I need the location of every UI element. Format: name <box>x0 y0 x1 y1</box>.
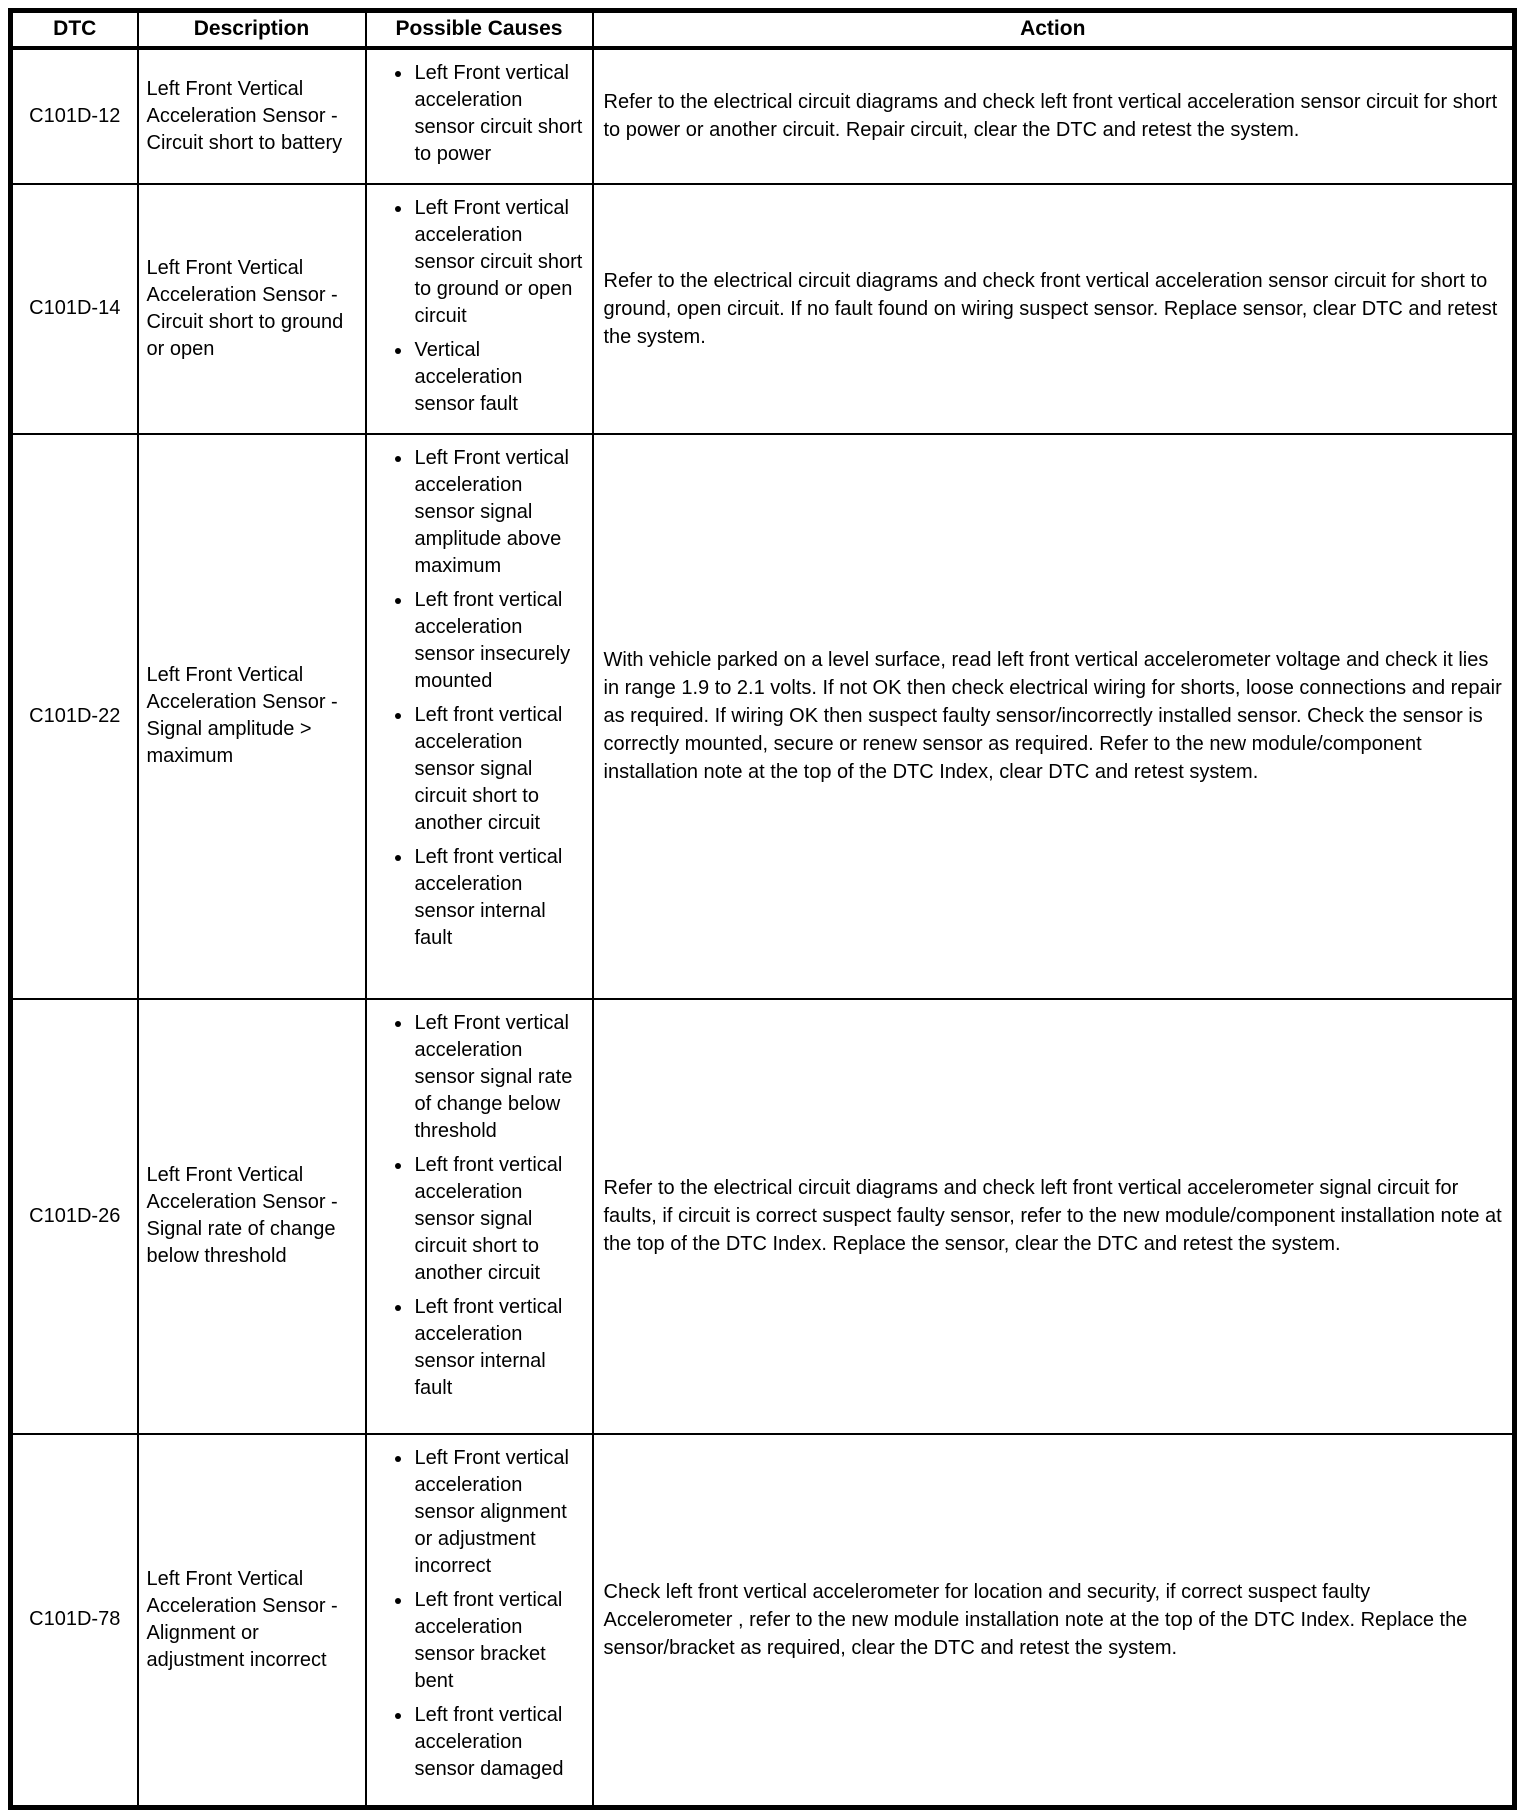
cause-item: • Left front vertical acceleration sensor internal fault <box>413 844 588 952</box>
dtc-code: C101D-12 <box>11 48 138 184</box>
cause-item: • Left front vertical acceleration sensor bracket bent <box>413 1587 588 1695</box>
action-text: Refer to the electrical circuit diagrams and check left front vertical accelerometer signal circuit for faults, if circuit is correct suspect faulty sensor, refer to the new module/component installation note at the top of the DTC Index. Replace the sensor, clear the DTC and retest the system. <box>593 999 1515 1434</box>
causes-cell <box>366 999 593 1434</box>
causes-cell <box>366 434 593 999</box>
dtc-index-table <box>8 8 1517 1810</box>
dtc-description: Left Front Vertical Acceleration Sensor - Circuit short to battery <box>138 48 366 184</box>
col-header-possible-causes: Possible Causes <box>366 11 593 48</box>
table-row <box>11 48 1515 184</box>
causes-list <box>367 195 588 418</box>
cause-item: • Left front vertical acceleration sensor signal circuit short to another circuit <box>413 1152 588 1287</box>
dtc-code: C101D-78 <box>11 1434 138 1808</box>
cause-item: • Left Front vertical acceleration sensor circuit short to ground or open circuit <box>413 195 588 330</box>
table-row <box>11 434 1515 999</box>
action-text: Refer to the electrical circuit diagrams and check front vertical acceleration sensor circuit for short to ground, open circuit. If no fault found on wiring suspect sensor. Replace sensor, clear DTC and retest the system. <box>593 184 1515 434</box>
cause-item: • Vertical acceleration sensor fault <box>413 337 588 418</box>
causes-cell <box>366 1434 593 1808</box>
cause-item: • Left front vertical acceleration sensor signal circuit short to another circuit <box>413 702 588 837</box>
dtc-description: Left Front Vertical Acceleration Sensor - Circuit short to ground or open <box>138 184 366 434</box>
dtc-code: C101D-22 <box>11 434 138 999</box>
causes-cell <box>366 48 593 184</box>
col-header-dtc: DTC <box>11 11 138 48</box>
header-row <box>11 11 1515 48</box>
cause-item: • Left front vertical acceleration sensor damaged <box>413 1702 588 1783</box>
dtc-code: C101D-14 <box>11 184 138 434</box>
causes-list <box>367 1445 588 1783</box>
cause-item: • Left Front vertical acceleration sensor signal amplitude above maximum <box>413 445 588 580</box>
dtc-description: Left Front Vertical Acceleration Sensor - Signal rate of change below threshold <box>138 999 366 1434</box>
dtc-code: C101D-26 <box>11 999 138 1434</box>
cause-item: • Left front vertical acceleration sensor internal fault <box>413 1294 588 1402</box>
causes-cell <box>366 184 593 434</box>
cause-item: • Left Front vertical acceleration sensor signal rate of change below threshold <box>413 1010 588 1145</box>
causes-list <box>367 445 588 952</box>
table-row <box>11 999 1515 1434</box>
table-row <box>11 184 1515 434</box>
cause-item: • Left Front vertical acceleration sensor alignment or adjustment incorrect <box>413 1445 588 1580</box>
table-row <box>11 1434 1515 1808</box>
causes-list <box>367 60 588 168</box>
dtc-description: Left Front Vertical Acceleration Sensor - Alignment or adjustment incorrect <box>138 1434 366 1808</box>
dtc-description: Left Front Vertical Acceleration Sensor - Signal amplitude > maximum <box>138 434 366 999</box>
cause-item: • Left Front vertical acceleration sensor circuit short to power <box>413 60 588 168</box>
causes-list <box>367 1010 588 1402</box>
action-text: Check left front vertical accelerometer for location and security, if correct suspect faulty Accelerometer , refer to the new module installation note at the top of the DTC Index. Replace the sensor/bracket as required, clear the DTC and retest the system. <box>593 1434 1515 1808</box>
action-text: With vehicle parked on a level surface, read left front vertical accelerometer voltage and check it lies in range 1.9 to 2.1 volts. If not OK then check electrical wiring for shorts, loose connections and repair as required. If wiring OK then suspect faulty sensor/incorrectly installed sensor. Check the sensor is correctly mounted, secure or renew sensor as required. Refer to the new module/component installation note at the top of the DTC Index, clear DTC and retest system. <box>593 434 1515 999</box>
cause-item: • Left front vertical acceleration sensor insecurely mounted <box>413 587 588 695</box>
col-header-action: Action <box>593 11 1515 48</box>
col-header-description: Description <box>138 11 366 48</box>
action-text: Refer to the electrical circuit diagrams and check left front vertical acceleration sensor circuit for short to power or another circuit. Repair circuit, clear the DTC and retest the system. <box>593 48 1515 184</box>
